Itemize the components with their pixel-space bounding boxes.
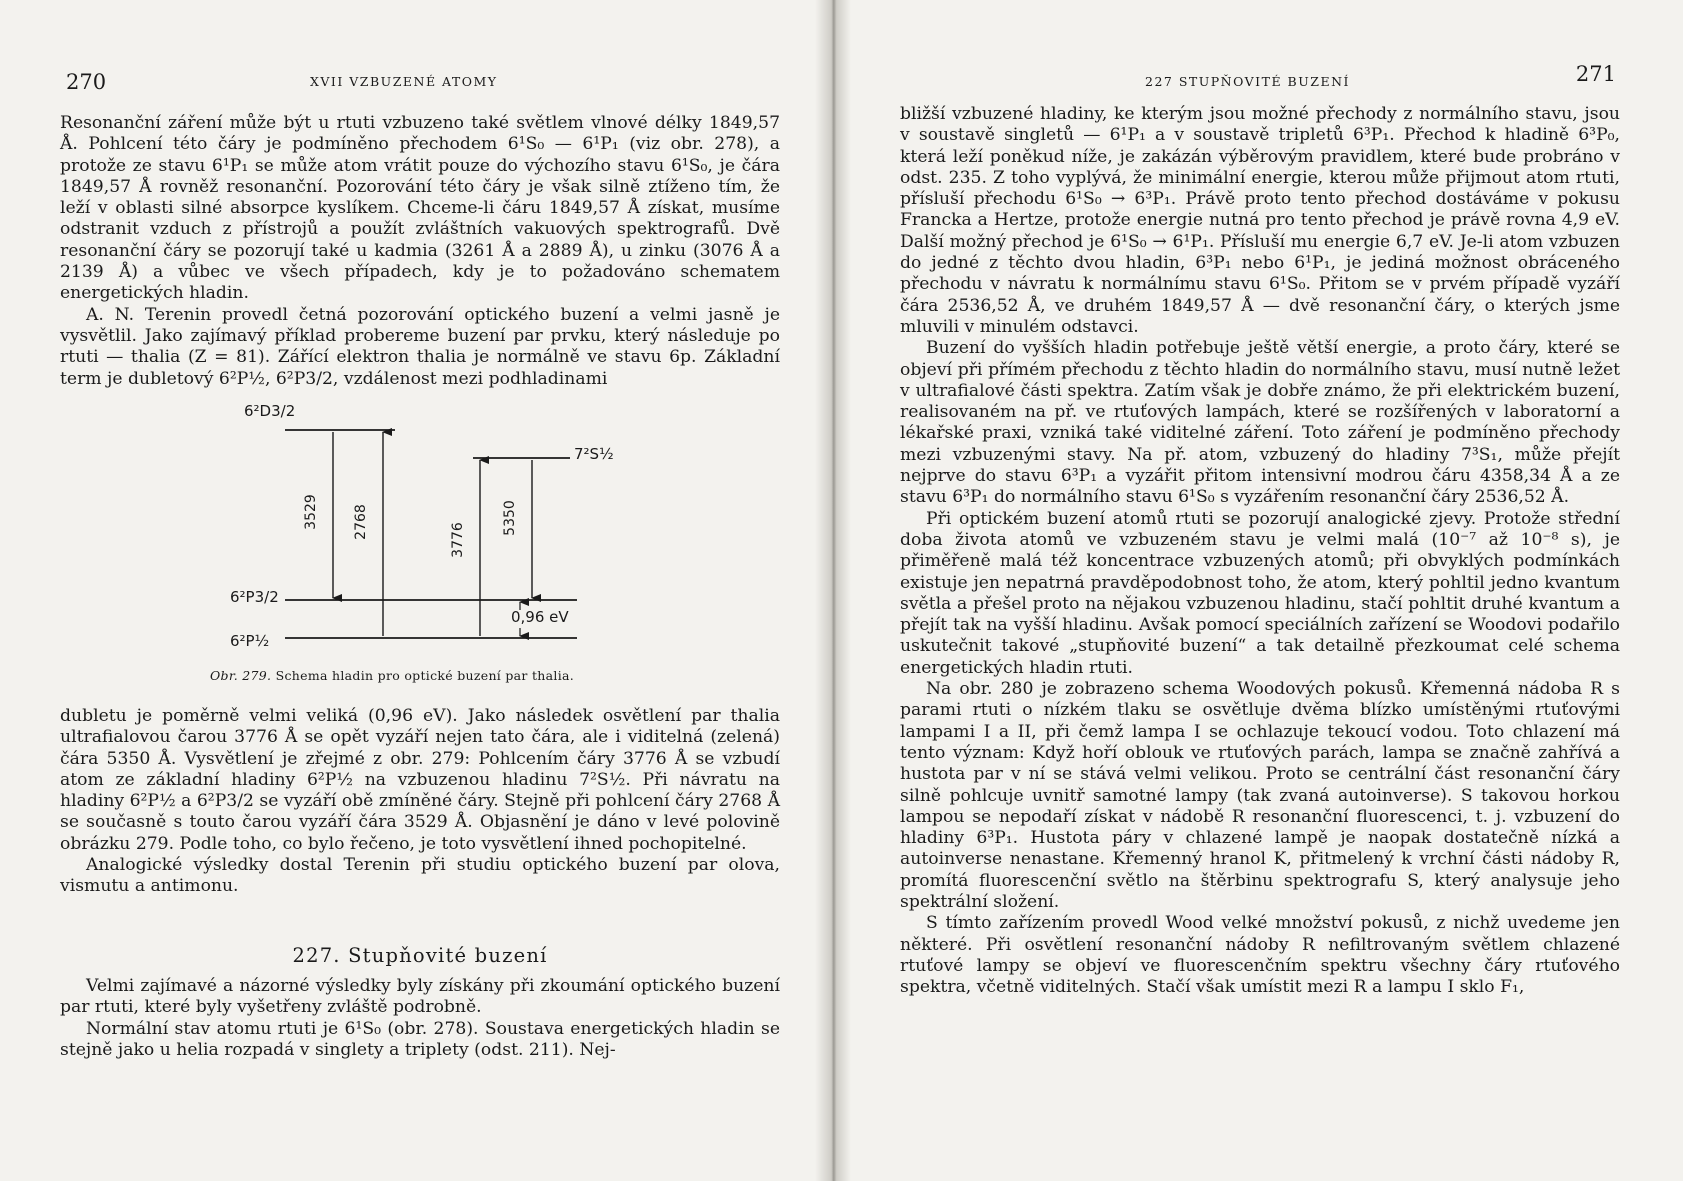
- paragraph: Normální stav atomu rtuti je 6¹S₀ (obr. 278). Soustava energetických hladin se stejně jako u helia rozpadá v singlety a triplety (odst. 211). Nej-: [60, 1018, 780, 1060]
- paragraph: Analogické výsledky dostal Terenin při studiu optického buzení par olova, vismutu a antimonu.: [60, 855, 780, 897]
- figure-caption-text: Schema hladin pro optické buzení par thalia.: [275, 668, 575, 683]
- level-label-p12: 6²P½: [230, 632, 270, 650]
- right-page-header: [900, 62, 1620, 94]
- energy-level-diagram: [60, 402, 780, 695]
- paragraph: dubletu je poměrně velmi veliká (0,96 eV). Jako následek osvětlení par thalia ultrafialovou čarou 3776 Å se opět vyzáří nejen tato čára, ale i viditelná (zelená) čára 5350 Å. Vysvětlení je zřejmé z obr. 279: Pohlcením čáry 3776 Å se vzbudí atom ze základní hladiny 6²P½ na vzbuzenou hladinu 7²S½. Při návratu na hladiny 6²P½ a 6²P3/2 se vyzáří obě zmíněné čáry. Stejně při pohlcení čáry 2768 Å se současně s touto čarou vyzáří čára 3529 Å. Objasnění je dáno v levé polovině obrázku 279. Podle toho, co bylo řečeno, je toto vysvětlení ihned pochopitelné.: [60, 706, 780, 854]
- wavelength-label-5350: 5350: [501, 500, 518, 536]
- wavelength-label-3776: 3776: [449, 522, 466, 558]
- paragraph: Velmi zajímavé a názorné výsledky byly získány při zkoumání optického buzení par rtuti, které byly vyšetřeny zvláště podrobně.: [60, 976, 780, 1018]
- level-label-d32: 6²D3/2: [244, 402, 296, 420]
- level-label-s12: 7²S½: [574, 445, 614, 463]
- energy-gap-label: 0,96 eV: [511, 608, 569, 626]
- paragraph: bližší vzbuzené hladiny, ke kterým jsou možné přechody z normálního stavu, jsou v soustavě singletů — 6¹P₁ a v soustavě tripletů 6³P₁. Přechod k hladině 6³P₀, která leží poněkud níže, je zakázán výběrovým pravidlem, které bude probráno v odst. 235. Z toho vyplývá, že minimální energie, kterou může přijmout atom rtuti, přísluší přechodu 6¹S₀ → 6³P₁. Právě proto tento přechod dostáváme v pokusu Francka a Hertze, protože energie nutná pro tento přechod je právě rovna 4,9 eV. Další možný přechod je 6¹S₀ → 6¹P₁. Přísluší mu energie 6,7 eV. Je-li atom vzbuzen do jedné z těchto dvou hladin, 6³P₁ nebo 6¹P₁, je jediná možnost obráceného přechodu v návratu k normálnímu stavu 6¹S₀. Přitom se v prvém případě vyzáří čára 2536,52 Å, ve druhém 1849,57 Å — dvě resonanční čáry, o kterých jsme mluvili v minulém odstavci.: [900, 104, 1620, 337]
- paragraph: Při optickém buzení atomů rtuti se pozorují analogické zjevy. Protože střední doba života atomů ve vzbuzeném stavu je velmi malá (10⁻⁷ až 10⁻⁸ s), je přiměřeně malá též koncentrace vzbuzených atomů; při obvyklých podmínkách existuje jen nepatrná pravděpodobnost toho, že atom, který pohltil jedno kvantum světla a přešel proto na nějakou vzbuzenou hladinu, stačí pohltit druhé kvantum a přejít tak na vyšší hladinu. Avšak pomocí speciálních zařízení se Woodovi podařilo uskutečnit takové „stupňovité buzení“ a tak detailně přezkoumat celé schema energetických hladin rtuti.: [900, 508, 1620, 678]
- book-gutter: [815, 0, 851, 1181]
- left-text-block-bottom: [60, 976, 780, 1061]
- figure-caption: [210, 668, 574, 683]
- paragraph: A. N. Terenin provedl četná pozorování optického buzení a velmi jasně je vysvětlil. Jako zajímavý příklad probereme buzení par prvku, který následuje po rtuti — thalia (Z = 81). Zářící elektron thalia je normálně ve stavu 6p. Základní term je dubletový 6²P½, 6²P3/2, vzdálenost mezi podhladinami: [60, 304, 780, 389]
- paragraph: Resonanční záření může být u rtuti vzbuzeno také světlem vlnové délky 1849,57 Å. Pohlcení této čáry je podmíněno přechodem 6¹S₀ — 6¹P₁ (viz obr. 278), a protože ze stavu 6¹P₁ se může atom vrátit pouze do výchozího stavu 6¹S₀, je čára 1849,57 Å rovněž resonanční. Pozorování této čáry je však silně ztíženo tím, že leží v oblasti silné absorpce kyslíkem. Chceme-li čáru 1849,57 Å získat, musíme odstranit vzduch z přístrojů a použít zvláštních vakuových spektrografů. Dvě resonanční čáry se pozorují také u kadmia (3261 Å a 2889 Å), u zinku (3076 Å a 2139 Å) a vůbec ve všech případech, kdy je to požadováno schematem energetických hladin.: [60, 113, 780, 304]
- right-text-block: [900, 104, 1620, 998]
- paragraph: Na obr. 280 je zobrazeno schema Woodových pokusů. Křemenná nádoba R s parami rtuti o nízkém tlaku se osvětluje dvěma blízko umístěnými rtuťovými lampami I a II, při čemž lampa I se ochlazuje tekoucí vodou. Toto chlazení má tento význam: Když hoří oblouk ve rtuťových parách, lampa se značně zahřívá a hustota par v ní se stává velmi velikou. Proto se centrální část resonanční čáry silně pohlcuje uvnitř samotné lampy (tak zvaná autoinverse). S takovou horkou lampou se nepodaří získat v nádobě R resonanční fluorescenci, t. j. vzbuzení do hladiny 6³P₁. Hustota páry v chlazené lampě je naopak dostatečně nízká a autoinverse nenastane. Křemenný hranol K, přitmelený k vrchní části nádoby R, promítá fluorescenční světlo na štěrbinu spektrografu S, který analysuje jeho spektrální složení.: [900, 679, 1620, 912]
- level-label-p32: 6²P3/2: [230, 588, 279, 606]
- left-page-number: 270: [66, 70, 107, 94]
- wavelength-label-3529: 3529: [302, 494, 319, 530]
- left-running-head: XVII VZBUZENÉ ATOMY: [310, 74, 498, 89]
- right-running-head: 227 STUPŇOVITÉ BUZENÍ: [1145, 74, 1350, 89]
- right-page: [900, 0, 1620, 1181]
- section-heading: 227. Stupňovité buzení: [292, 944, 548, 967]
- paragraph: S tímto zařízením provedl Wood velké množství pokusů, z nichž uvedeme jen některé. Při osvětlení resonanční nádoby R nefiltrovaným světlem chlazené rtuťové lampy se objeví ve fluorescenčním spektru všechny čáry rtuťového spektra, včetně viditelných. Stačí však umístit mezi R a lampu I sklo F₁,: [900, 913, 1620, 998]
- left-text-block-top: [60, 113, 780, 390]
- left-text-block-middle: [60, 706, 780, 898]
- left-page: [60, 0, 780, 1181]
- left-page-header: [60, 70, 780, 94]
- figure-number: Obr. 279.: [210, 668, 272, 683]
- wavelength-label-2768: 2768: [352, 504, 369, 540]
- diagram-lines: [60, 412, 780, 662]
- paragraph: Buzení do vyšších hladin potřebuje ještě větší energie, a proto čáry, které se objeví při přímém přechodu z těchto hladin do normálního stavu, musí nutně ležet v ultrafialové části spektra. Zatím však je dobře známo, že při elektrickém buzení, realisovaném na př. ve rtuťových lampách, které se rozšířených v laboratorní a lékařské praxi, vzniká také viditelné záření. Toto záření je podmíněno přechody mezi vzbuzenými stavy. Na př. atom, vzbuzený do hladiny 7³S₁, může přejít nejprve do stavu 6³P₁ a vyzářit přitom intensivní modrou čáru 4358,34 Å a ze stavu 6³P₁ do normálního stavu 6¹S₀ s vyzářením resonanční čáry 2536,52 Å.: [900, 338, 1620, 508]
- right-page-number: 271: [1575, 62, 1616, 86]
